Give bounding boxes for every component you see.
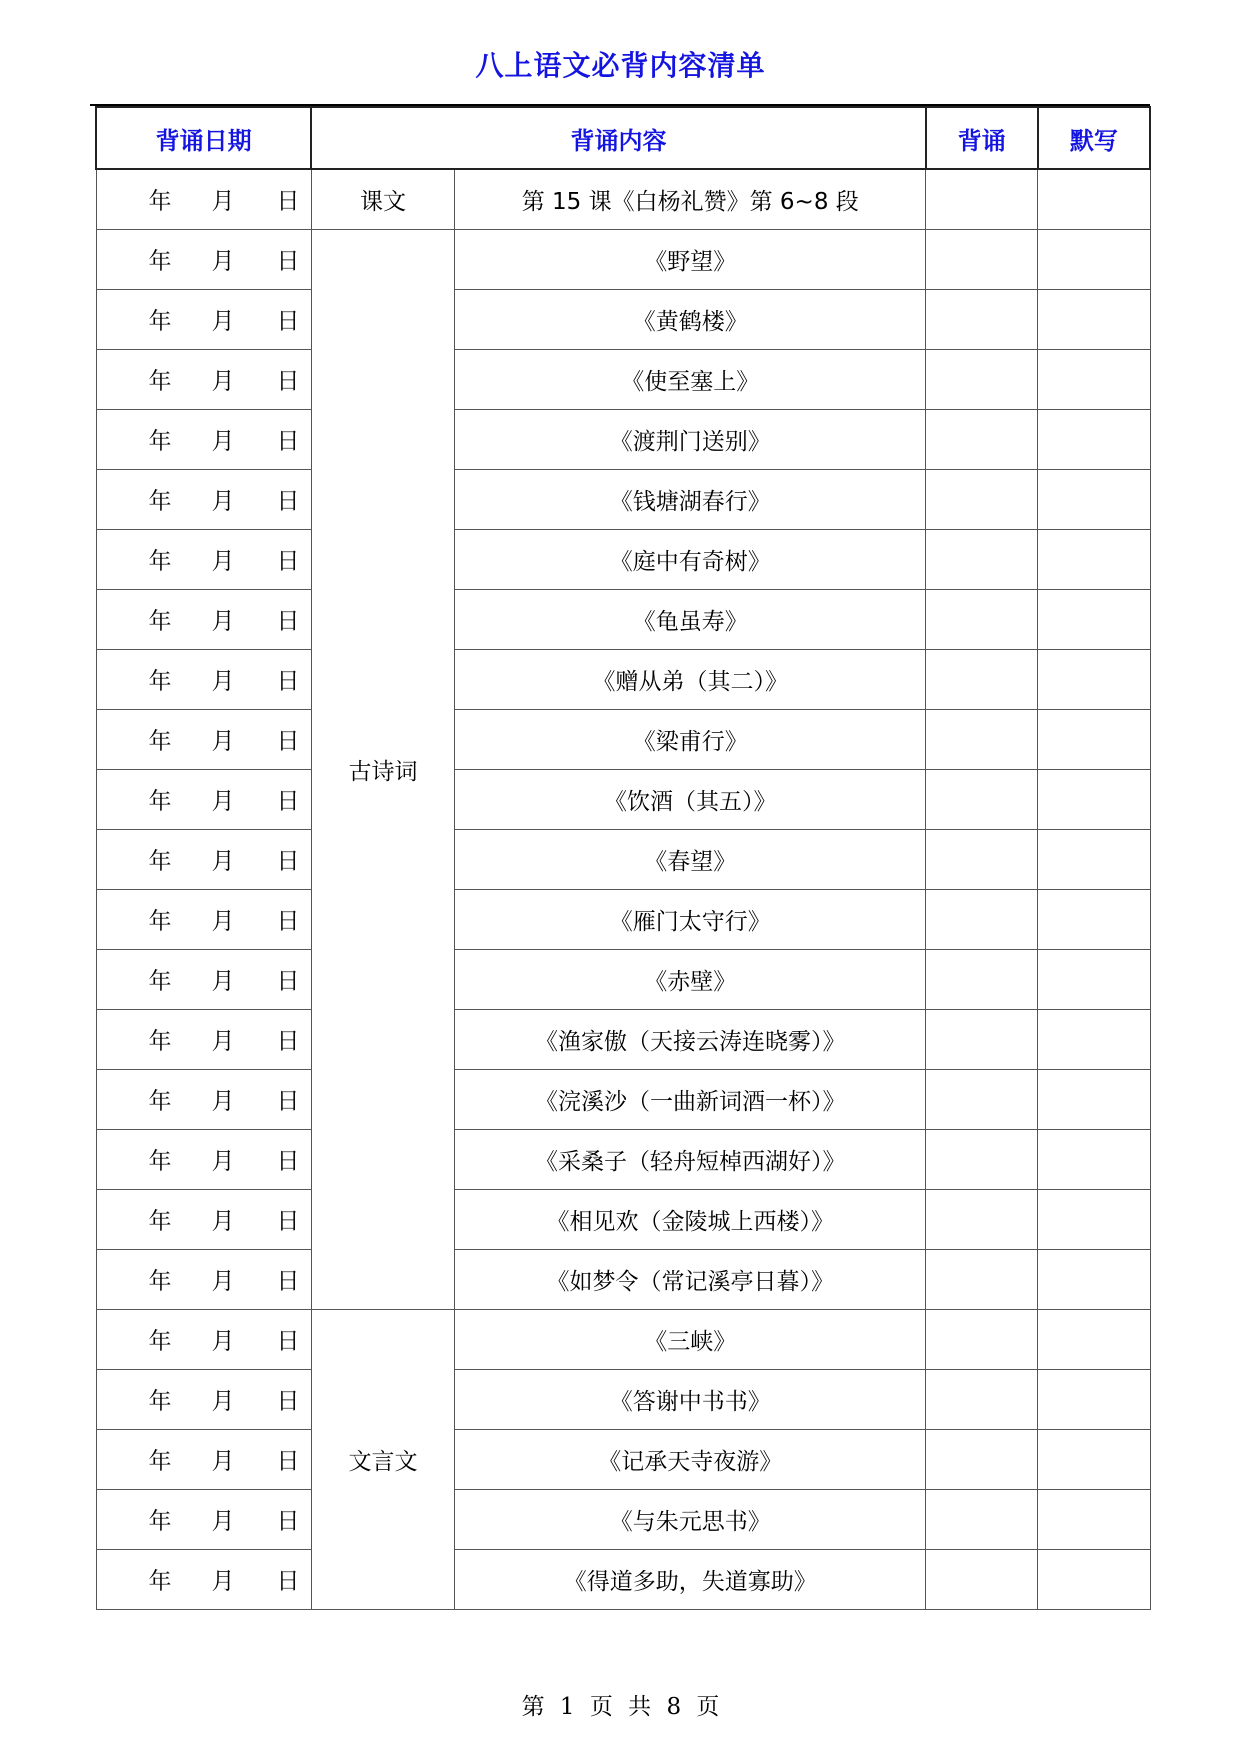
date-year-label: 年 — [148, 668, 172, 695]
content-cell: 《梁甫行》 — [455, 709, 926, 769]
date-year-label: 年 — [148, 1148, 172, 1175]
dictation-check-cell[interactable] — [1038, 1189, 1150, 1249]
date-day-label: 日 — [276, 1568, 300, 1595]
content-cell: 《赠从弟（其二）》 — [455, 649, 926, 709]
date-cell[interactable] — [96, 349, 311, 409]
date-month-label: 月 — [211, 188, 235, 215]
date-month-label: 月 — [211, 1508, 235, 1535]
date-day-label: 日 — [276, 1448, 300, 1475]
content-cell: 《龟虽寿》 — [455, 589, 926, 649]
date-day-label: 日 — [276, 1388, 300, 1415]
date-month-label: 月 — [211, 1148, 235, 1175]
date-day-label: 日 — [276, 1088, 300, 1115]
table-row — [96, 1369, 1150, 1429]
date-cell[interactable] — [96, 1129, 311, 1189]
content-cell: 《相见欢（金陵城上西楼）》 — [455, 1189, 926, 1249]
date-month-label: 月 — [211, 908, 235, 935]
date-month-label: 月 — [211, 1568, 235, 1595]
dictation-check-cell[interactable] — [1038, 889, 1150, 949]
content-cell: 《野望》 — [455, 229, 926, 289]
date-day-label: 日 — [276, 1508, 300, 1535]
date-day-label: 日 — [276, 908, 300, 935]
table-row — [96, 889, 1150, 949]
recite-check-cell[interactable] — [926, 889, 1038, 949]
recite-check-cell[interactable] — [926, 949, 1038, 1009]
table-row — [96, 1249, 1150, 1309]
recite-check-cell[interactable] — [926, 1189, 1038, 1249]
date-year-label: 年 — [148, 248, 172, 275]
date-cell[interactable] — [96, 769, 311, 829]
date-year-label: 年 — [148, 428, 172, 455]
date-year-label: 年 — [148, 488, 172, 515]
table-row — [96, 1489, 1150, 1549]
table-row — [96, 949, 1150, 1009]
date-year-label: 年 — [148, 368, 172, 395]
date-year-label: 年 — [148, 1268, 172, 1295]
dictation-check-cell[interactable] — [1038, 289, 1150, 349]
dictation-check-cell[interactable] — [1038, 1129, 1150, 1189]
content-cell: 《钱塘湖春行》 — [455, 469, 926, 529]
date-day-label: 日 — [276, 1328, 300, 1355]
date-cell[interactable] — [96, 529, 311, 589]
content-cell: 《三峡》 — [455, 1309, 926, 1369]
date-cell[interactable] — [96, 1369, 311, 1429]
date-year-label: 年 — [148, 728, 172, 755]
content-cell: 《雁门太守行》 — [455, 889, 926, 949]
date-day-label: 日 — [276, 188, 300, 215]
recite-check-cell[interactable] — [926, 169, 1038, 229]
recite-check-cell[interactable] — [926, 1009, 1038, 1069]
dictation-check-cell[interactable] — [1038, 349, 1150, 409]
date-cell[interactable] — [96, 169, 311, 229]
content-cell: 《渡荆门送别》 — [455, 409, 926, 469]
content-cell: 《渔家傲（天接云涛连晓雾）》 — [455, 1009, 926, 1069]
date-month-label: 月 — [211, 248, 235, 275]
table-row — [96, 589, 1150, 649]
date-month-label: 月 — [211, 1268, 235, 1295]
date-month-label: 月 — [211, 608, 235, 635]
date-cell[interactable] — [96, 1309, 311, 1369]
date-month-label: 月 — [211, 728, 235, 755]
date-cell[interactable] — [96, 709, 311, 769]
content-cell: 《得道多助，失道寡助》 — [455, 1549, 926, 1609]
table-row — [96, 169, 1150, 229]
date-day-label: 日 — [276, 788, 300, 815]
date-day-label: 日 — [276, 608, 300, 635]
date-cell[interactable] — [96, 409, 311, 469]
recite-check-cell[interactable] — [926, 289, 1038, 349]
category-cell: 文言文 — [311, 1309, 455, 1609]
date-year-label: 年 — [148, 1028, 172, 1055]
header-content: 背诵内容 — [311, 107, 925, 169]
recite-check-cell[interactable] — [926, 829, 1038, 889]
date-day-label: 日 — [276, 968, 300, 995]
dictation-check-cell[interactable] — [1038, 769, 1150, 829]
date-month-label: 月 — [211, 968, 235, 995]
date-year-label: 年 — [148, 1508, 172, 1535]
date-cell[interactable] — [96, 1429, 311, 1489]
date-day-label: 日 — [276, 668, 300, 695]
date-month-label: 月 — [211, 1448, 235, 1475]
dictation-check-cell[interactable] — [1038, 409, 1150, 469]
date-year-label: 年 — [148, 1568, 172, 1595]
date-month-label: 月 — [211, 1208, 235, 1235]
date-year-label: 年 — [148, 1328, 172, 1355]
table-row — [96, 1309, 1150, 1369]
date-day-label: 日 — [276, 428, 300, 455]
table-row — [96, 1009, 1150, 1069]
date-month-label: 月 — [211, 488, 235, 515]
table-row — [96, 1129, 1150, 1189]
table-row — [96, 529, 1150, 589]
page-title: 八上语文必背内容清单 — [475, 49, 766, 82]
date-year-label: 年 — [148, 1208, 172, 1235]
date-cell[interactable] — [96, 1069, 311, 1129]
category-cell: 课文 — [311, 169, 455, 229]
table-row — [96, 769, 1150, 829]
page-footer: 第 1 页 共 8 页 — [521, 1694, 720, 1720]
dictation-check-cell[interactable] — [1038, 649, 1150, 709]
content-cell: 《采桑子（轻舟短棹西湖好）》 — [455, 1129, 926, 1189]
recite-check-cell[interactable] — [926, 649, 1038, 709]
content-cell: 《使至塞上》 — [455, 349, 926, 409]
date-cell[interactable] — [96, 949, 311, 1009]
dictation-check-cell[interactable] — [1038, 949, 1150, 1009]
content-cell: 《记承天寺夜游》 — [455, 1429, 926, 1489]
content-cell: 《如梦令（常记溪亭日暮）》 — [455, 1249, 926, 1309]
date-day-label: 日 — [276, 308, 300, 335]
date-day-label: 日 — [276, 848, 300, 875]
date-month-label: 月 — [211, 848, 235, 875]
date-year-label: 年 — [148, 788, 172, 815]
dictation-check-cell[interactable] — [1038, 1249, 1150, 1309]
date-year-label: 年 — [148, 548, 172, 575]
date-day-label: 日 — [276, 248, 300, 275]
date-day-label: 日 — [276, 1028, 300, 1055]
recite-check-cell[interactable] — [926, 1069, 1038, 1129]
date-cell[interactable] — [96, 1489, 311, 1549]
dictation-check-cell[interactable] — [1038, 169, 1150, 229]
recite-check-cell[interactable] — [926, 349, 1038, 409]
date-day-label: 日 — [276, 1268, 300, 1295]
content-cell: 《黄鹤楼》 — [455, 289, 926, 349]
date-cell[interactable] — [96, 649, 311, 709]
recite-check-cell[interactable] — [926, 1309, 1038, 1369]
header-recite: 背诵 — [926, 107, 1038, 169]
content-cell: 《答谢中书书》 — [455, 1369, 926, 1429]
table-row — [96, 1069, 1150, 1129]
date-year-label: 年 — [148, 188, 172, 215]
dictation-check-cell[interactable] — [1038, 1009, 1150, 1069]
dictation-check-cell[interactable] — [1038, 589, 1150, 649]
date-month-label: 月 — [211, 668, 235, 695]
table-row — [96, 1549, 1150, 1609]
recite-check-cell[interactable] — [926, 1369, 1038, 1429]
recite-check-cell[interactable] — [926, 589, 1038, 649]
dictation-check-cell[interactable] — [1038, 469, 1150, 529]
recite-check-cell[interactable] — [926, 1129, 1038, 1189]
date-cell[interactable] — [96, 1249, 311, 1309]
content-cell: 《庭中有奇树》 — [455, 529, 926, 589]
date-year-label: 年 — [148, 1448, 172, 1475]
dictation-check-cell[interactable] — [1038, 229, 1150, 289]
date-year-label: 年 — [148, 308, 172, 335]
date-cell[interactable] — [96, 1549, 311, 1609]
table-row — [96, 469, 1150, 529]
dictation-check-cell[interactable] — [1038, 1429, 1150, 1489]
category-cell: 古诗词 — [311, 229, 455, 1309]
date-month-label: 月 — [211, 1388, 235, 1415]
recite-check-cell[interactable] — [926, 529, 1038, 589]
table-row — [96, 409, 1150, 469]
date-year-label: 年 — [148, 908, 172, 935]
dictation-check-cell[interactable] — [1038, 1369, 1150, 1429]
content-cell: 《赤壁》 — [455, 949, 926, 1009]
dictation-check-cell[interactable] — [1038, 829, 1150, 889]
recite-check-cell[interactable] — [926, 409, 1038, 469]
content-cell: 第 15 课《白杨礼赞》第 6~8 段 — [455, 169, 926, 229]
date-day-label: 日 — [276, 1208, 300, 1235]
date-cell[interactable] — [96, 229, 311, 289]
date-year-label: 年 — [148, 608, 172, 635]
recite-check-cell[interactable] — [926, 709, 1038, 769]
date-month-label: 月 — [211, 788, 235, 815]
recite-check-cell[interactable] — [926, 1549, 1038, 1609]
date-month-label: 月 — [211, 428, 235, 455]
dictation-check-cell[interactable] — [1038, 1069, 1150, 1129]
table-row — [96, 229, 1150, 289]
date-month-label: 月 — [211, 548, 235, 575]
date-day-label: 日 — [276, 488, 300, 515]
date-cell[interactable] — [96, 1189, 311, 1249]
date-cell[interactable] — [96, 289, 311, 349]
date-month-label: 月 — [211, 1328, 235, 1355]
recite-check-cell[interactable] — [926, 1249, 1038, 1309]
date-month-label: 月 — [211, 1088, 235, 1115]
date-month-label: 月 — [211, 1028, 235, 1055]
table-row — [96, 349, 1150, 409]
table-row — [96, 289, 1150, 349]
dictation-check-cell[interactable] — [1038, 709, 1150, 769]
header-dictation: 默写 — [1038, 107, 1150, 169]
date-month-label: 月 — [211, 368, 235, 395]
table-body — [96, 169, 1150, 1609]
table-row — [96, 649, 1150, 709]
table-header-row — [96, 107, 1150, 169]
date-year-label: 年 — [148, 1388, 172, 1415]
date-cell[interactable] — [96, 889, 311, 949]
date-day-label: 日 — [276, 548, 300, 575]
date-cell[interactable] — [96, 1009, 311, 1069]
content-cell: 《春望》 — [455, 829, 926, 889]
recite-check-cell[interactable] — [926, 469, 1038, 529]
table-row — [96, 709, 1150, 769]
date-month-label: 月 — [211, 308, 235, 335]
date-cell[interactable] — [96, 469, 311, 529]
date-cell[interactable] — [96, 829, 311, 889]
content-cell: 《与朱元思书》 — [455, 1489, 926, 1549]
dictation-check-cell[interactable] — [1038, 1489, 1150, 1549]
dictation-check-cell[interactable] — [1038, 1309, 1150, 1369]
date-day-label: 日 — [276, 368, 300, 395]
content-cell: 《浣溪沙（一曲新词酒一杯）》 — [455, 1069, 926, 1129]
recite-check-cell[interactable] — [926, 1489, 1038, 1549]
recite-check-cell[interactable] — [926, 1429, 1038, 1489]
date-cell[interactable] — [96, 589, 311, 649]
date-year-label: 年 — [148, 968, 172, 995]
table-row — [96, 829, 1150, 889]
date-day-label: 日 — [276, 728, 300, 755]
recite-check-cell[interactable] — [926, 769, 1038, 829]
dictation-check-cell[interactable] — [1038, 1549, 1150, 1609]
table-row — [96, 1429, 1150, 1489]
date-year-label: 年 — [148, 848, 172, 875]
date-day-label: 日 — [276, 1148, 300, 1175]
content-cell: 《饮酒（其五）》 — [455, 769, 926, 829]
date-year-label: 年 — [148, 1088, 172, 1115]
table-row — [96, 1189, 1150, 1249]
header-date: 背诵日期 — [96, 107, 311, 169]
recitation-table — [95, 106, 1151, 1610]
recite-check-cell[interactable] — [926, 229, 1038, 289]
dictation-check-cell[interactable] — [1038, 529, 1150, 589]
